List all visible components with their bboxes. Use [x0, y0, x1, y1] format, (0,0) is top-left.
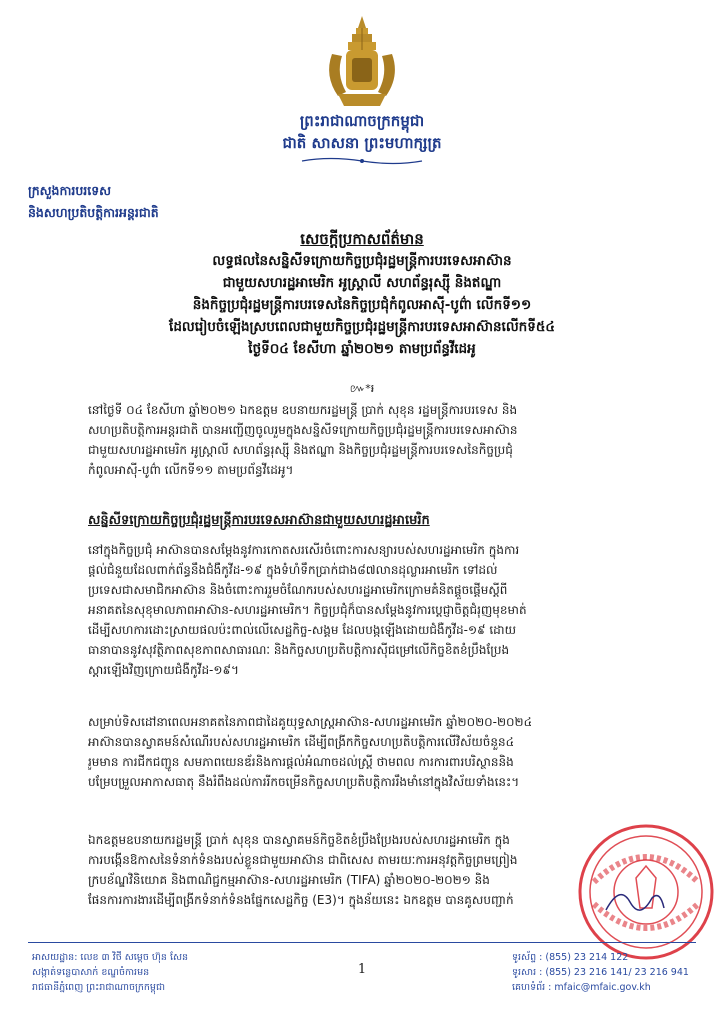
title-line-2: ជាមួយសហរដ្ឋអាមេរិក អូស្ត្រាលី សហព័ន្ធរុស្ស៊ី និងឥណ្ឌា — [222, 275, 502, 291]
page-number: 1 — [357, 962, 367, 977]
paragraph-line: កំពូលអាស៊ី-បូព៌ា លើកទី១១ តាមប្រព័ន្ធវីដេអូ។ — [88, 463, 294, 477]
address-line-2: សង្កាត់ទន្លេបាសាក់ ខណ្ឌចំការមន — [32, 967, 150, 978]
footer-divider — [28, 942, 696, 943]
paragraph-line: ការបង្កើនឱកាសនៃទំនាក់ទំនងរបស់ខ្លួនជាមួយអាស៊ាន ជាពិសេស តាមរយៈការអនុវត្តកិច្ចព្រមព្រៀង — [88, 853, 518, 867]
footer-address — [32, 950, 312, 995]
title-ornament: ៚*៛ — [349, 382, 375, 395]
title-line-1: លទ្ធផលនៃសន្និសីទក្រោយកិច្ចប្រជុំរដ្ឋមន្ត្រីការបរទេសអាស៊ាន — [212, 253, 512, 269]
title-line-3: និងកិច្ចប្រជុំរដ្ឋមន្ត្រីការបរទេសនៃកិច្ចប្រជុំកំពូលអាស៊ី-បូព៌ា លើកទី១១ — [192, 297, 532, 313]
paragraph-line: បម្រែបម្រួលអាកាសធាតុ នឹងរំពឹងដល់ការរីកចម្រើនកិច្ចសហប្រតិបត្តិការរឹងមាំនៅក្នុងវិស័យទាំងនេះ។ — [88, 775, 520, 789]
paragraph-line: ធានាបាននូវសុវត្ថិភាពសុខភាពសាធារណៈ និងកិច្ចសហប្រតិបត្តិការស៊ីជម្រៅលើកិច្ចខិតខំប្រឹងប្រែង — [88, 643, 510, 657]
paragraph-line: សហប្រតិបត្តិការអន្តរជាតិ បានអញ្ជើញចូលរួមក្នុងសន្និសីទក្រោយកិច្ចប្រជុំរដ្ឋមន្ត្រីការបរទេសអាស៊ាន — [88, 423, 518, 437]
section-heading-us: សន្និសីទក្រោយកិច្ចប្រជុំរដ្ឋមន្ត្រីការបរទេសអាស៊ានជាមួយសហរដ្ឋអាមេរិក — [88, 513, 430, 528]
paragraph-line: ជាមួយសហរដ្ឋអាមេរិក អូស្ត្រាលី សហព័ន្ធរុស្ស៊ី និងឥណ្ឌា និងកិច្ចប្រជុំរដ្ឋមន្ត្រីការបរទេសនៃកិច្ចប្រជុំ — [88, 443, 513, 457]
title-line-5: ថ្ងៃទី០៤ ខែសីហា ឆ្នាំ២០២១ តាមប្រព័ន្ធវីដេអូ — [248, 341, 476, 357]
address-line-3: រាជធានីភ្នំពេញ ព្រះរាជាណាចក្រកម្ពុជា — [32, 982, 165, 993]
ministry-line-2: និងសហប្រតិបត្តិការអន្តរជាតិ — [28, 205, 159, 220]
paragraph-line: នៅក្នុងកិច្ចប្រជុំ អាស៊ានបានសម្តែងនូវការកោតសរសើរចំពោះការសន្យារបស់សហរដ្ឋអាមេរិក ក្នុងការ — [88, 543, 520, 557]
royal-crest-emblem — [318, 14, 406, 110]
ministry-line-1: ក្រសួងការបរទេស — [28, 183, 112, 198]
paragraph-line: អនាគតនៃសុខុមាលភាពអាស៊ាន-សហរដ្ឋអាមេរិក។ កិច្ចប្រជុំក៏បានសម្តែងនូវការប្តេជ្ញាចិត្តជំរុញមុខមាត់ — [88, 603, 527, 617]
footer-contact — [512, 950, 708, 995]
ministry-name — [28, 180, 248, 224]
paragraph-line: ឯកឧត្តមឧបនាយករដ្ឋមន្ត្រី ប្រាក់ សុខុន បានស្វាគមន៍កិច្ចខិតខំប្រឹងប្រែងរបស់សហរដ្ឋអាមេរិក ក្នុង — [88, 833, 510, 847]
nation-religion-king: ជាតិ សាសនា ព្រះមហាក្សត្រ — [282, 134, 442, 152]
address-line-1: អាសយដ្ឋាន: លេខ ៣ វិថី សម្តេច ហ៊ុន សែន — [32, 952, 189, 963]
paragraph-1 — [88, 400, 648, 480]
paragraph-line: សម្រាប់ទិសដៅនាពេលអនាគតនៃភាពជាដៃគូយុទ្ធសាស្ត្រអាស៊ាន-សហរដ្ឋអាមេរិក ឆ្នាំ២០២០-២០២៤ — [88, 715, 533, 729]
decorative-divider — [300, 156, 424, 166]
title-line-0: សេចក្តីប្រកាសព័ត៌មាន — [300, 230, 424, 248]
title-line-4: ដែលរៀបចំឡើងស្របពេលជាមួយកិច្ចប្រជុំរដ្ឋមន្ត្រីការបរទេសអាស៊ានលើកទី៥៤ — [169, 319, 555, 335]
paragraph-line: ផ្តល់ជំនួយដែលពាក់ព័ន្ធនឹងជំងឺកូវីដ-១៩ ក្នុងទំហំទឹកប្រាក់ជាង៨៧លានដុល្លារអាមេរិក ទៅដល់ — [88, 563, 498, 577]
paragraph-line: អាស៊ានបានស្វាគមន៍សំណើរបស់សហរដ្ឋអាមេរិក ដើម្បីពង្រីកកិច្ចសហប្រតិបត្តិការលើវិស័យចំនួន៤ — [88, 735, 515, 749]
fax-number: ទូរសារ : (855) 23 216 141/ 23 216 941 — [512, 967, 689, 978]
signature-mark — [600, 880, 670, 920]
kingdom-motto — [250, 110, 474, 154]
paragraph-line: ក្របខ័ណ្ឌវិនិយោគ និងពាណិជ្ជកម្មអាស៊ាន-សហរដ្ឋអាមេរិក (TIFA) ឆ្នាំ២០២០-២០២១ និង — [88, 873, 490, 887]
paragraph-4 — [88, 830, 648, 910]
paragraph-line: រួមមាន ការជីកជញ្ជូន សមភាពយេនឌ័រនិងការផ្តល់អំណាចដល់ស្ត្រី ថាមពល ការការពារបរិស្ថាននិង — [88, 755, 514, 769]
paragraph-line: ស្តារឡើងវិញក្រោយជំងឺកូវីដ-១៩។ — [88, 663, 239, 677]
paragraph-line: នៅថ្ងៃទី ០៤ ខែសីហា ឆ្នាំ២០២១ ឯកឧត្តម ឧបនាយករដ្ឋមន្ត្រី ប្រាក់ សុខុន រដ្ឋមន្ត្រីការបរទេស និង — [88, 403, 518, 417]
paragraph-line: ផែនការការងារដើម្បីពង្រីកទំនាក់ទំនងផ្នែកសេដ្ឋកិច្ច (E3)។ ក្នុងន័យនេះ ឯកឧត្តម បានគូសបញ្ជាក់ — [88, 893, 514, 907]
paragraph-2 — [88, 540, 648, 680]
website-email: គេហទំព័រ : mfaic@mfaic.gov.kh — [512, 982, 651, 993]
kingdom-name: ព្រះរាជាណាចក្រកម្ពុជា — [299, 112, 425, 130]
paragraph-line: ដើម្បីសហការដោះស្រាយផលប៉ះពាល់លើសេដ្ឋកិច្ច-សង្គម ដែលបង្កឡើងដោយជំងឺកូវីដ-១៩ ដោយ — [88, 623, 517, 637]
press-release-title — [60, 228, 664, 360]
paragraph-3 — [88, 712, 648, 792]
paragraph-line: ប្រទេសជាសមាជិកអាស៊ាន និងចំពោះការរួមចំណែករបស់សហរដ្ឋអាមេរិកក្រោមគំនិតផ្តួចផ្តើមស្តីពី — [88, 583, 508, 597]
phone-number: ទូរស័ព្ទ : (855) 23 214 122 — [512, 952, 629, 963]
